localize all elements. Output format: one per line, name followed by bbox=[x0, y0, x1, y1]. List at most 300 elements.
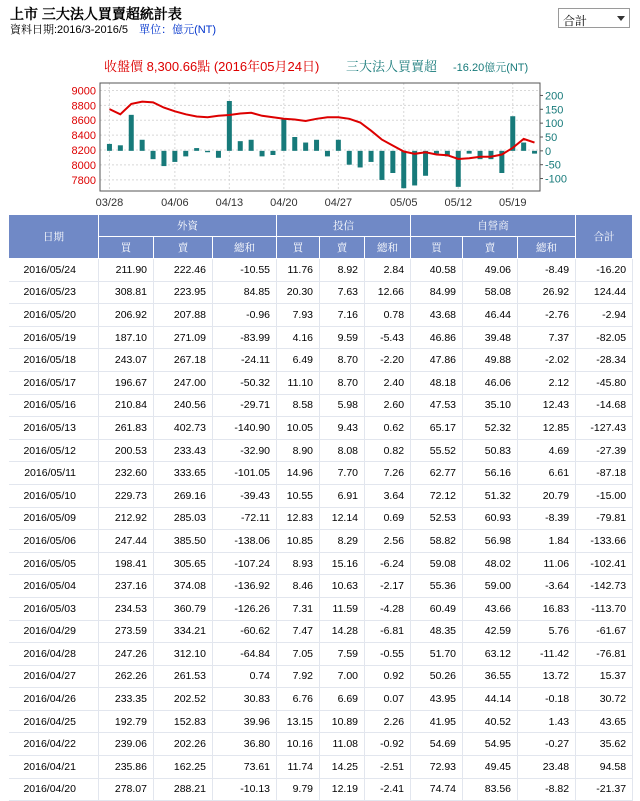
table-cell: -0.55 bbox=[365, 643, 411, 666]
table-cell: 30.83 bbox=[213, 688, 277, 711]
table-cell: 52.53 bbox=[411, 507, 463, 530]
net-bar bbox=[467, 151, 472, 154]
table-cell: 247.00 bbox=[154, 371, 213, 394]
table-cell: 237.16 bbox=[99, 575, 154, 598]
table-cell: -2.51 bbox=[365, 756, 411, 779]
table-cell-date: 2016/05/18 bbox=[9, 349, 99, 372]
net-bar bbox=[488, 151, 493, 159]
table-cell: 12.14 bbox=[320, 507, 365, 530]
table-cell: 232.60 bbox=[99, 462, 154, 485]
table-cell-date: 2016/05/06 bbox=[9, 530, 99, 553]
table-cell: 60.93 bbox=[463, 507, 518, 530]
net-bar bbox=[292, 137, 297, 151]
table-cell: 7.05 bbox=[277, 643, 320, 666]
table-cell: 43.95 bbox=[411, 688, 463, 711]
table-cell: 72.12 bbox=[411, 484, 463, 507]
x-tick-label: 05/19 bbox=[498, 197, 527, 209]
table-cell-date: 2016/05/23 bbox=[9, 281, 99, 304]
table-cell: 202.26 bbox=[154, 733, 213, 756]
table-cell: 56.16 bbox=[463, 462, 518, 485]
col-foreign-buy: 買 bbox=[99, 237, 154, 259]
net-bar bbox=[205, 151, 210, 152]
table-row bbox=[9, 597, 633, 620]
table-cell: 7.00 bbox=[320, 665, 365, 688]
col-foreign-sell: 賣 bbox=[154, 237, 213, 259]
data-meta bbox=[10, 21, 216, 37]
table-cell: 40.58 bbox=[411, 259, 463, 282]
table-row bbox=[9, 552, 633, 575]
table-cell: 273.59 bbox=[99, 620, 154, 643]
table-cell: -142.73 bbox=[576, 575, 633, 598]
table-cell: -2.17 bbox=[365, 575, 411, 598]
table-cell: -0.27 bbox=[518, 733, 576, 756]
col-group-foreign: 外資 bbox=[99, 215, 277, 237]
table-cell: 40.52 bbox=[463, 710, 518, 733]
type-select[interactable] bbox=[558, 8, 630, 28]
table-cell: 212.92 bbox=[99, 507, 154, 530]
table-cell: 1.43 bbox=[518, 710, 576, 733]
table-cell-date: 2016/05/20 bbox=[9, 304, 99, 327]
table-cell-date: 2016/04/29 bbox=[9, 620, 99, 643]
table-cell: 9.59 bbox=[320, 326, 365, 349]
table-cell: 55.52 bbox=[411, 439, 463, 462]
net-bar bbox=[270, 151, 275, 155]
table-cell: -10.13 bbox=[213, 778, 277, 801]
table-cell: 288.21 bbox=[154, 778, 213, 801]
table-cell: 210.84 bbox=[99, 394, 154, 417]
table-cell: 14.96 bbox=[277, 462, 320, 485]
table-cell: 2.56 bbox=[365, 530, 411, 553]
table-cell: 9.43 bbox=[320, 417, 365, 440]
net-bar bbox=[238, 141, 243, 151]
table-cell: -24.11 bbox=[213, 349, 277, 372]
net-bar bbox=[281, 119, 286, 151]
table-cell: 50.83 bbox=[463, 439, 518, 462]
net-bar bbox=[129, 115, 134, 151]
net-bar bbox=[456, 151, 461, 187]
net-bar bbox=[336, 140, 341, 151]
table-cell: 94.58 bbox=[576, 756, 633, 779]
x-tick-label: 04/13 bbox=[215, 197, 244, 209]
table-cell: -82.05 bbox=[576, 326, 633, 349]
table-cell: 39.96 bbox=[213, 710, 277, 733]
table-cell: 222.46 bbox=[154, 259, 213, 282]
table-cell: -61.67 bbox=[576, 620, 633, 643]
table-cell: 8.29 bbox=[320, 530, 365, 553]
net-bar bbox=[412, 151, 417, 186]
table-cell: -127.43 bbox=[576, 417, 633, 440]
table-cell: 334.21 bbox=[154, 620, 213, 643]
table-cell: 235.86 bbox=[99, 756, 154, 779]
table-cell: 8.70 bbox=[320, 371, 365, 394]
table-cell: -50.32 bbox=[213, 371, 277, 394]
table-cell: 15.16 bbox=[320, 552, 365, 575]
table-cell: 43.68 bbox=[411, 304, 463, 327]
table-cell: 7.59 bbox=[320, 643, 365, 666]
table-cell: 51.32 bbox=[463, 484, 518, 507]
table-cell: 7.26 bbox=[365, 462, 411, 485]
table-cell: -16.20 bbox=[576, 259, 633, 282]
table-row bbox=[9, 507, 633, 530]
table-row bbox=[9, 575, 633, 598]
table-cell-date: 2016/05/19 bbox=[9, 326, 99, 349]
table-cell: -6.81 bbox=[365, 620, 411, 643]
table-cell: 11.74 bbox=[277, 756, 320, 779]
table-cell: -60.62 bbox=[213, 620, 277, 643]
table-cell: 305.65 bbox=[154, 552, 213, 575]
table-cell: 3.64 bbox=[365, 484, 411, 507]
table-cell: 8.93 bbox=[277, 552, 320, 575]
table-cell: 51.70 bbox=[411, 643, 463, 666]
table-cell-date: 2016/05/24 bbox=[9, 259, 99, 282]
table-cell: 20.30 bbox=[277, 281, 320, 304]
table-cell: 14.25 bbox=[320, 756, 365, 779]
table-cell-date: 2016/04/26 bbox=[9, 688, 99, 711]
table-cell: 7.16 bbox=[320, 304, 365, 327]
table-cell: 52.32 bbox=[463, 417, 518, 440]
table-cell: 73.61 bbox=[213, 756, 277, 779]
x-tick-label: 04/06 bbox=[161, 197, 189, 209]
table-cell: 11.06 bbox=[518, 552, 576, 575]
right-tick-label: -50 bbox=[545, 159, 561, 172]
table-row bbox=[9, 304, 633, 327]
table-cell: 243.07 bbox=[99, 349, 154, 372]
table-cell: 207.88 bbox=[154, 304, 213, 327]
table-cell: 47.86 bbox=[411, 349, 463, 372]
table-cell: 35.62 bbox=[576, 733, 633, 756]
table-cell: 49.88 bbox=[463, 349, 518, 372]
table-cell-date: 2016/04/20 bbox=[9, 778, 99, 801]
table-cell: 56.98 bbox=[463, 530, 518, 553]
right-tick-label: 150 bbox=[545, 104, 564, 117]
table-cell: -87.18 bbox=[576, 462, 633, 485]
table-cell: 42.59 bbox=[463, 620, 518, 643]
table-cell: -72.11 bbox=[213, 507, 277, 530]
table-cell: 6.61 bbox=[518, 462, 576, 485]
table-cell: 36.80 bbox=[213, 733, 277, 756]
table-cell: 10.16 bbox=[277, 733, 320, 756]
net-bar bbox=[325, 151, 330, 157]
table-cell: 49.06 bbox=[463, 259, 518, 282]
table-cell: 8.92 bbox=[320, 259, 365, 282]
table-cell: -39.43 bbox=[213, 484, 277, 507]
page-title: 上市 三大法人買賣超統計表 bbox=[10, 6, 182, 22]
col-trust-net: 總和 bbox=[365, 237, 411, 259]
table-cell: 10.85 bbox=[277, 530, 320, 553]
net-value-label: -16.20億元(NT) bbox=[453, 62, 529, 74]
col-total: 合計 bbox=[576, 215, 633, 259]
table-cell: 261.53 bbox=[154, 665, 213, 688]
table-cell: -2.02 bbox=[518, 349, 576, 372]
table-cell: -64.84 bbox=[213, 643, 277, 666]
table-row bbox=[9, 710, 633, 733]
table-cell: 12.66 bbox=[365, 281, 411, 304]
table-cell: 2.26 bbox=[365, 710, 411, 733]
table-cell: -8.49 bbox=[518, 259, 576, 282]
table-cell: 43.66 bbox=[463, 597, 518, 620]
table-cell: 124.44 bbox=[576, 281, 633, 304]
table-cell: 247.44 bbox=[99, 530, 154, 553]
net-bar bbox=[521, 143, 526, 151]
table-cell: 83.56 bbox=[463, 778, 518, 801]
table-cell: -14.68 bbox=[576, 394, 633, 417]
table-cell: 11.08 bbox=[320, 733, 365, 756]
table-cell: 84.99 bbox=[411, 281, 463, 304]
x-tick-label: 05/05 bbox=[389, 197, 418, 209]
table-cell: 233.43 bbox=[154, 439, 213, 462]
table-cell: 15.37 bbox=[576, 665, 633, 688]
table-cell: 6.49 bbox=[277, 349, 320, 372]
left-tick-label: 8400 bbox=[71, 130, 96, 143]
table-cell: -5.43 bbox=[365, 326, 411, 349]
table-cell: -126.26 bbox=[213, 597, 277, 620]
net-bar bbox=[358, 151, 363, 168]
table-cell: 152.83 bbox=[154, 710, 213, 733]
x-tick-label: 03/28 bbox=[95, 197, 124, 209]
table-row bbox=[9, 281, 633, 304]
table-cell: 26.92 bbox=[518, 281, 576, 304]
table-cell: 278.07 bbox=[99, 778, 154, 801]
table-cell: 0.92 bbox=[365, 665, 411, 688]
table-cell: -28.34 bbox=[576, 349, 633, 372]
table-cell: -0.96 bbox=[213, 304, 277, 327]
right-tick-label: -100 bbox=[545, 173, 568, 186]
right-tick-label: 0 bbox=[545, 145, 552, 158]
table-cell: 2.40 bbox=[365, 371, 411, 394]
table-cell: 0.78 bbox=[365, 304, 411, 327]
plot-frame bbox=[100, 83, 540, 191]
table-cell: -29.71 bbox=[213, 394, 277, 417]
table-cell: -0.18 bbox=[518, 688, 576, 711]
net-bar bbox=[390, 151, 395, 173]
col-group-dealer: 自營商 bbox=[411, 215, 576, 237]
table-cell: 234.53 bbox=[99, 597, 154, 620]
table-cell: 44.14 bbox=[463, 688, 518, 711]
table-cell: 7.70 bbox=[320, 462, 365, 485]
table-cell: 2.84 bbox=[365, 259, 411, 282]
table-cell: 360.79 bbox=[154, 597, 213, 620]
table-cell: 60.49 bbox=[411, 597, 463, 620]
table-row bbox=[9, 259, 633, 282]
net-bar bbox=[379, 151, 384, 180]
table-cell: -2.76 bbox=[518, 304, 576, 327]
table-cell: 233.35 bbox=[99, 688, 154, 711]
col-trust-buy: 買 bbox=[277, 237, 320, 259]
table-cell: 63.12 bbox=[463, 643, 518, 666]
table-cell: -107.24 bbox=[213, 552, 277, 575]
table-cell: 4.69 bbox=[518, 439, 576, 462]
right-tick-label: 100 bbox=[545, 118, 564, 131]
table-cell: 20.79 bbox=[518, 484, 576, 507]
table-cell: -27.39 bbox=[576, 439, 633, 462]
table-cell: 46.06 bbox=[463, 371, 518, 394]
table-cell: -32.90 bbox=[213, 439, 277, 462]
net-bar bbox=[347, 151, 352, 165]
net-bar bbox=[161, 151, 166, 166]
table-cell: 0.62 bbox=[365, 417, 411, 440]
type-select-value: 合計 bbox=[563, 14, 588, 28]
table-cell: 13.72 bbox=[518, 665, 576, 688]
table-cell: 0.07 bbox=[365, 688, 411, 711]
table-cell: 54.69 bbox=[411, 733, 463, 756]
unit-label: 單位：億元(NT) bbox=[139, 24, 217, 36]
table-cell: 10.89 bbox=[320, 710, 365, 733]
table-cell-date: 2016/05/12 bbox=[9, 439, 99, 462]
col-dealer-net: 總和 bbox=[518, 237, 576, 259]
net-bar bbox=[216, 151, 221, 158]
table-cell: 269.16 bbox=[154, 484, 213, 507]
table-cell: 7.63 bbox=[320, 281, 365, 304]
table-cell: -136.92 bbox=[213, 575, 277, 598]
table-cell: 36.55 bbox=[463, 665, 518, 688]
table-cell-date: 2016/04/22 bbox=[9, 733, 99, 756]
table-cell: -21.37 bbox=[576, 778, 633, 801]
table-cell: 84.85 bbox=[213, 281, 277, 304]
table-cell: 7.93 bbox=[277, 304, 320, 327]
net-bar bbox=[369, 151, 374, 162]
table-cell: -2.20 bbox=[365, 349, 411, 372]
table-cell: -138.06 bbox=[213, 530, 277, 553]
table-cell: -3.64 bbox=[518, 575, 576, 598]
table-cell: 312.10 bbox=[154, 643, 213, 666]
table-cell: 2.12 bbox=[518, 371, 576, 394]
net-bar bbox=[151, 151, 156, 159]
table-cell: 0.74 bbox=[213, 665, 277, 688]
net-bar bbox=[423, 151, 428, 176]
table-cell: 229.73 bbox=[99, 484, 154, 507]
table-cell: 43.65 bbox=[576, 710, 633, 733]
table-cell-date: 2016/05/05 bbox=[9, 552, 99, 575]
net-bar bbox=[140, 140, 145, 151]
table-cell: 8.46 bbox=[277, 575, 320, 598]
net-bar bbox=[532, 151, 537, 154]
right-tick-label: 50 bbox=[545, 132, 558, 144]
table-cell: -76.81 bbox=[576, 643, 633, 666]
x-tick-label: 05/12 bbox=[444, 197, 473, 209]
table-cell-date: 2016/04/25 bbox=[9, 710, 99, 733]
table-cell: -45.80 bbox=[576, 371, 633, 394]
table-cell: 46.86 bbox=[411, 326, 463, 349]
table-row bbox=[9, 530, 633, 553]
table-cell: -8.82 bbox=[518, 778, 576, 801]
col-dealer-sell: 賣 bbox=[463, 237, 518, 259]
table-cell: -11.42 bbox=[518, 643, 576, 666]
table-cell-date: 2016/05/13 bbox=[9, 417, 99, 440]
table-cell: 240.56 bbox=[154, 394, 213, 417]
table-cell: 223.95 bbox=[154, 281, 213, 304]
left-tick-label: 7800 bbox=[71, 174, 96, 187]
table-row bbox=[9, 688, 633, 711]
table-cell: -2.94 bbox=[576, 304, 633, 327]
table-cell: 7.37 bbox=[518, 326, 576, 349]
table-cell: 10.05 bbox=[277, 417, 320, 440]
table-cell: 39.48 bbox=[463, 326, 518, 349]
table-cell-date: 2016/05/16 bbox=[9, 394, 99, 417]
table-cell: -140.90 bbox=[213, 417, 277, 440]
table-row bbox=[9, 371, 633, 394]
table-cell: 162.25 bbox=[154, 756, 213, 779]
table-cell: 46.44 bbox=[463, 304, 518, 327]
x-tick-label: 04/27 bbox=[324, 197, 353, 209]
table-cell: 11.76 bbox=[277, 259, 320, 282]
net-bar bbox=[401, 151, 406, 188]
data-table bbox=[8, 214, 633, 801]
table-cell: 72.93 bbox=[411, 756, 463, 779]
right-tick-label: 200 bbox=[545, 90, 564, 103]
table-cell: 8.08 bbox=[320, 439, 365, 462]
net-bar bbox=[314, 140, 319, 151]
table-cell: -79.81 bbox=[576, 507, 633, 530]
table-cell: 8.58 bbox=[277, 394, 320, 417]
table-cell: 11.59 bbox=[320, 597, 365, 620]
table-cell: 50.26 bbox=[411, 665, 463, 688]
table-cell: 48.35 bbox=[411, 620, 463, 643]
left-tick-label: 8600 bbox=[71, 115, 96, 128]
col-group-trust: 投信 bbox=[277, 215, 411, 237]
net-bar bbox=[172, 151, 177, 162]
table-cell: 6.76 bbox=[277, 688, 320, 711]
col-date: 日期 bbox=[9, 215, 99, 259]
table-row bbox=[9, 665, 633, 688]
table-cell: 7.47 bbox=[277, 620, 320, 643]
table-cell: -4.28 bbox=[365, 597, 411, 620]
net-bar bbox=[183, 151, 188, 157]
table-cell: 59.00 bbox=[463, 575, 518, 598]
table-cell: -10.55 bbox=[213, 259, 277, 282]
left-tick-label: 8200 bbox=[71, 145, 96, 158]
table-cell: 48.02 bbox=[463, 552, 518, 575]
table-cell: 9.79 bbox=[277, 778, 320, 801]
net-bar bbox=[107, 144, 112, 151]
table-cell: 198.41 bbox=[99, 552, 154, 575]
left-tick-label: 9000 bbox=[71, 85, 96, 98]
table-row bbox=[9, 326, 633, 349]
table-cell: 192.79 bbox=[99, 710, 154, 733]
table-cell: 10.63 bbox=[320, 575, 365, 598]
table-cell: 65.17 bbox=[411, 417, 463, 440]
net-bar bbox=[303, 143, 308, 151]
table-cell: 196.67 bbox=[99, 371, 154, 394]
table-cell: 271.09 bbox=[154, 326, 213, 349]
table-cell: 187.10 bbox=[99, 326, 154, 349]
col-dealer-buy: 買 bbox=[411, 237, 463, 259]
table-row bbox=[9, 349, 633, 372]
table-cell: 55.36 bbox=[411, 575, 463, 598]
table-cell-date: 2016/04/21 bbox=[9, 756, 99, 779]
close-price-label: 收盤價 8,300.66點 (2016年05月24日) bbox=[104, 59, 320, 74]
table-cell: 267.18 bbox=[154, 349, 213, 372]
table-cell: 5.76 bbox=[518, 620, 576, 643]
table-cell: 12.43 bbox=[518, 394, 576, 417]
table-cell: -8.39 bbox=[518, 507, 576, 530]
table-cell: -0.92 bbox=[365, 733, 411, 756]
table-row bbox=[9, 643, 633, 666]
table-cell: 308.81 bbox=[99, 281, 154, 304]
table-cell: 8.90 bbox=[277, 439, 320, 462]
net-bar bbox=[260, 151, 265, 157]
table-cell: -2.41 bbox=[365, 778, 411, 801]
table-row bbox=[9, 462, 633, 485]
table-row bbox=[9, 417, 633, 440]
table-cell: 202.52 bbox=[154, 688, 213, 711]
table-cell: 374.08 bbox=[154, 575, 213, 598]
left-tick-label: 8800 bbox=[71, 100, 96, 113]
table-cell: 385.50 bbox=[154, 530, 213, 553]
table-cell: -6.24 bbox=[365, 552, 411, 575]
table-cell: 239.06 bbox=[99, 733, 154, 756]
table-cell: 8.70 bbox=[320, 349, 365, 372]
table-cell: 13.15 bbox=[277, 710, 320, 733]
